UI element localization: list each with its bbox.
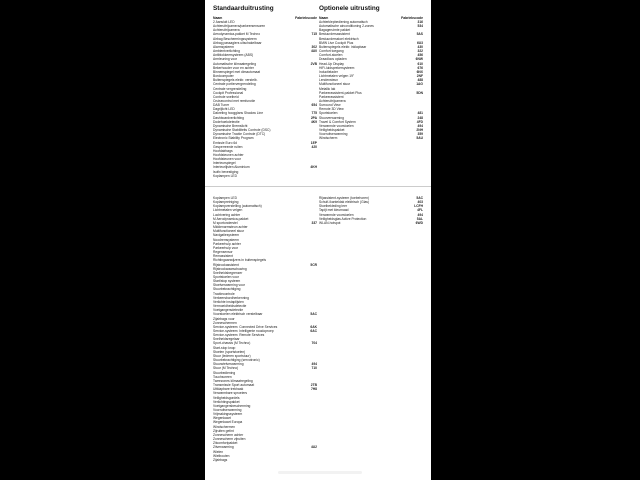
equipment-code: 4K9 xyxy=(310,119,317,124)
equipment-name: Centrale vergrendeling xyxy=(213,86,247,91)
equipment-code: 775 xyxy=(311,111,317,116)
equipment-name: Armleuning voor xyxy=(213,57,238,62)
equipment-code: 403 xyxy=(417,200,423,205)
equipment-code: 494 xyxy=(311,362,317,367)
equipment-name: Start-stop knop xyxy=(213,345,236,350)
equipment-name: Electronic Stability Program xyxy=(213,136,254,141)
equipment-name: Dynamische Tractie Controle (DTC) xyxy=(213,132,266,137)
equipment-code: 5AC xyxy=(310,312,317,317)
equipment-name: Start/stop systeem xyxy=(213,279,241,284)
equipment-name: Ambientverlichting xyxy=(213,49,240,54)
equipment-code: 1EP xyxy=(310,140,317,145)
equipment-code: 302 xyxy=(311,44,317,49)
equipment-code: 2TB xyxy=(310,383,317,388)
equipment-code: 534 xyxy=(417,24,423,29)
equipment-name: Achteruitrijcamera xyxy=(213,28,240,33)
equipment-name: Service-systeem: Connected Drive Services xyxy=(213,324,278,329)
equipment-name: Inductielader xyxy=(319,69,338,74)
name-column-header: Naam xyxy=(213,16,223,20)
home-indicator[interactable] xyxy=(278,471,362,474)
standard-equipment-column xyxy=(213,5,317,178)
equipment-name: Zijairbags voor xyxy=(213,316,235,321)
equipment-name: Veiligheidspakket xyxy=(319,128,345,133)
equipment-name: Remassistent xyxy=(213,254,233,259)
equipment-name: DAB Tuner xyxy=(213,103,230,108)
equipment-code: 481 xyxy=(417,111,423,116)
equipment-name: Noodremsysteem xyxy=(213,237,239,242)
equipment-sheet-bottom xyxy=(213,190,423,472)
equipment-name: BMW Live Cockpit Plus xyxy=(319,40,354,45)
equipment-name: Multifunctioneel stuur xyxy=(319,82,351,87)
equipment-name: Comfort toegang xyxy=(319,49,344,54)
equipment-name: Veiligheidsgordels xyxy=(213,395,240,400)
equipment-name: Antiblokkeersysteem (ABS) xyxy=(213,53,254,58)
equipment-name: Voetgangersbescherming xyxy=(213,403,251,408)
equipment-name: Bagageruimte pakket xyxy=(319,28,351,33)
equipment-name: Middenarmsteun achter xyxy=(213,225,248,230)
equipment-code: 610 xyxy=(417,61,423,66)
equipment-name: Sportstoelen xyxy=(319,111,338,116)
equipment-name: Interieurlijsten Aluminium xyxy=(213,165,250,170)
equipment-name: Wielen xyxy=(213,449,224,454)
equipment-name: Stuur (lederen sportstuur) xyxy=(213,353,251,358)
code-column-header: Fabriekscode xyxy=(401,16,423,20)
equipment-name: Rijstrookassistent xyxy=(213,262,239,267)
equipment-name: Tweezones klimaatregeling xyxy=(213,378,253,383)
equipment-name: Controle snelheid xyxy=(213,94,239,99)
equipment-code: 7H8 xyxy=(310,387,317,392)
equipment-name: Koplampen LED xyxy=(213,173,238,178)
equipment-name: Achterklepbediening automatisch xyxy=(319,20,368,24)
equipment-name: M sportonderstel xyxy=(213,220,238,225)
equipment-code: 2PA xyxy=(310,115,317,120)
equipment-code: 494 xyxy=(417,123,423,128)
equipment-name: Buitenspiegels elektr. inklapbaar xyxy=(319,44,367,49)
equipment-name: Bordcomputer xyxy=(213,74,234,79)
document-page xyxy=(205,0,431,480)
equipment-code: 1AG xyxy=(416,82,423,87)
optional-equipment-list-continued xyxy=(319,196,423,225)
equipment-name: Buitenspiegels elektr. verstelb. xyxy=(213,78,258,83)
equipment-code: 4KH xyxy=(310,165,317,170)
equipment-row xyxy=(213,174,317,178)
equipment-name: Verwarmde voorstoelen xyxy=(319,212,354,217)
equipment-name: Snelheidsbegrenzer xyxy=(213,270,243,275)
equipment-name: Verkeersbordherkenning xyxy=(213,295,249,300)
equipment-row xyxy=(319,136,423,140)
standard-equipment-list-continued xyxy=(213,196,317,462)
equipment-name: Hoofdairbags xyxy=(213,148,233,153)
equipment-code: 359 xyxy=(417,132,423,137)
equipment-name: Verwarmbare sproeiers xyxy=(213,391,248,396)
name-column-header: Naam xyxy=(319,16,329,20)
equipment-name: Veiligheidsglas Active Protection xyxy=(319,216,367,221)
equipment-code: 4U2 xyxy=(310,445,317,450)
equipment-name: Voorruitverwarming xyxy=(213,407,242,412)
equipment-name: Airbag passagiers uitschakelbaar xyxy=(213,40,262,45)
equipment-name: Vermoeidheidsdetectie xyxy=(213,304,247,309)
equipment-name: Koplampreiniging xyxy=(213,200,239,205)
equipment-name: Draadloos opladen xyxy=(319,57,347,62)
equipment-name: Koplampverstelling (automatisch) xyxy=(213,204,262,209)
equipment-name: Navigatiesysteem xyxy=(213,233,240,238)
equipment-name: Remote 3D View xyxy=(319,107,344,112)
equipment-name: Binnenspiegel met dimautomaat xyxy=(213,69,261,74)
equipment-code: 248 xyxy=(417,115,423,120)
equipment-name: Tapijt met kleurnaad xyxy=(319,208,349,213)
equipment-name: Regensensor xyxy=(213,250,233,255)
equipment-name: Bestuurdersstoel elektrisch xyxy=(319,36,359,41)
equipment-name: Tractiecontrole xyxy=(213,291,235,296)
equipment-code: 710 xyxy=(311,366,317,371)
equipment-code: 2NH xyxy=(416,128,423,133)
standard-equipment-column-continued xyxy=(213,196,317,462)
equipment-code: 4FD xyxy=(416,119,423,124)
equipment-name: Achteruitrijcamera/parkeersensoren xyxy=(213,24,266,29)
equipment-code: 420 xyxy=(311,144,317,149)
equipment-name: Zijairbags xyxy=(213,457,228,462)
equipment-name: Service-systeem: Intelligente noodoproep xyxy=(213,329,274,333)
equipment-code: 6AC xyxy=(310,329,317,333)
equipment-row xyxy=(319,221,423,225)
equipment-name: Zitcomfortpakket xyxy=(213,441,238,446)
equipment-code: 6NW xyxy=(415,57,423,62)
equipment-name: Voorruitverwarming xyxy=(319,132,348,137)
equipment-code: 6U3 xyxy=(416,40,423,45)
equipment-name: Bekerhouder voor en achter xyxy=(213,65,254,70)
equipment-name: Sportstoelen voor xyxy=(213,274,239,279)
equipment-code: 6NX xyxy=(416,69,423,74)
equipment-name: Comfort-stoelen xyxy=(319,53,343,58)
equipment-name: Verwarmde voorstoelen xyxy=(319,123,354,128)
equipment-name: M Aerodynamica-pakket xyxy=(213,216,249,221)
equipment-name: Achteruitrijcamera xyxy=(319,98,346,103)
code-column-header: Fabriekscode xyxy=(295,16,317,20)
equipment-code: 4FL xyxy=(417,208,423,213)
optional-equipment-title: Optionele uitrusting xyxy=(319,5,380,12)
equipment-name: Wegenkaart Europa xyxy=(213,420,243,425)
equipment-code: 316 xyxy=(417,20,423,24)
equipment-name: Travel & Comfort System xyxy=(319,119,356,124)
equipment-code: 715 xyxy=(311,32,317,37)
equipment-name: Stuurbediening xyxy=(213,370,236,375)
equipment-name: Uitklapbare trekhaak xyxy=(213,387,244,392)
equipment-name: Cruisecontrol met remfunctie xyxy=(213,98,256,103)
equipment-name: Zonneschermen xyxy=(213,320,237,325)
equipment-name: Stuurverwarming xyxy=(319,115,344,120)
equipment-name: Metallic lak xyxy=(319,86,336,91)
equipment-code: 5DN xyxy=(416,90,423,95)
equipment-name: Sport-chassis (M Techno) xyxy=(213,341,251,346)
standard-equipment-list xyxy=(213,20,317,178)
equipment-name: Gesperreerde ruiten xyxy=(213,144,243,149)
equipment-name: Dakreling hoogglans Shadow Line xyxy=(213,111,264,116)
equipment-name: Rijstrookwaarschuwing xyxy=(213,266,247,271)
equipment-name: Parkeerassistent xyxy=(319,94,344,99)
equipment-name: Stuurbekrachtiging (servotronic) xyxy=(213,358,260,363)
equipment-name: Parkeerhulp voor xyxy=(213,245,239,250)
equipment-name: Dynamische Bremslicht xyxy=(213,123,248,128)
equipment-name: Windscherm xyxy=(319,136,338,141)
equipment-code: LCFH xyxy=(414,204,423,209)
equipment-code: 2NF xyxy=(416,74,423,79)
equipment-name: Aerodynamica-pakket M Techno xyxy=(213,32,261,37)
optional-equipment-list xyxy=(319,20,423,141)
equipment-code: 5CR xyxy=(310,262,317,267)
equipment-name: Zitverwarming xyxy=(213,445,234,450)
equipment-name: Service-systeem: Remote Services xyxy=(213,333,265,338)
equipment-name: Automatische klimaatregeling xyxy=(213,61,257,66)
equipment-name: Interieurspiegel xyxy=(213,161,236,166)
optional-equipment-column xyxy=(319,5,423,178)
equipment-name: Koplampen LED xyxy=(213,196,238,200)
equipment-name: Lendensteun xyxy=(319,78,339,83)
equipment-name: Windschermen xyxy=(213,424,235,429)
equipment-name: Head-Up Display xyxy=(319,61,344,66)
equipment-name: Vrijmakingssysteem xyxy=(213,412,243,417)
equipment-name: Luchtvering achter xyxy=(213,212,241,217)
equipment-name: Parkeerassistent-pakket Plus xyxy=(319,90,362,95)
equipment-name: Isofix bevestiging xyxy=(213,169,239,174)
equipment-name: Stuurwielverwarming xyxy=(213,362,244,367)
equipment-name: Voetgangersdetectie xyxy=(213,308,244,313)
equipment-name: Emissie Euro 6d xyxy=(213,140,238,145)
equipment-name: WLAN-hotspot xyxy=(319,220,341,225)
equipment-name: Dagrijlicht LED xyxy=(213,107,235,112)
equipment-code: 5AS xyxy=(416,32,423,37)
equipment-code: 654 xyxy=(311,103,317,108)
equipment-name: Stoelverwarming voor xyxy=(213,283,245,288)
standard-equipment-title: Standaarduitrusting xyxy=(213,5,274,12)
equipment-code: 456 xyxy=(417,53,423,58)
equipment-name: Verlichte instaplijsten xyxy=(213,299,244,304)
equipment-name: Airbag Beschermingssysteem xyxy=(213,36,257,41)
equipment-name: Stuur (M Techno) xyxy=(213,366,239,371)
equipment-name: Centrale portiervergrendeling xyxy=(213,82,256,87)
equipment-code: 4U0 xyxy=(310,49,317,54)
equipment-name: Dynamische Stabiliteits Controle (DSC) xyxy=(213,128,271,133)
equipment-name: Lichtmetalen velgen xyxy=(213,208,243,213)
equipment-code: 494 xyxy=(417,212,423,217)
equipment-code: 676 xyxy=(417,65,423,70)
equipment-name: Zijruiten getint xyxy=(213,428,234,433)
equipment-row xyxy=(213,458,317,462)
equipment-name: Parkeerhulp achter xyxy=(213,241,241,246)
equipment-name: Richtingaanwijzers in buitenspiegels xyxy=(213,258,266,263)
equipment-name: Dashboardverlichting xyxy=(213,115,244,120)
equipment-code: 322 xyxy=(417,49,423,54)
equipment-name: Zonnescherm zijruiten xyxy=(213,437,246,442)
equipment-name: Lichtmetalen velgen 19" xyxy=(319,74,355,79)
equipment-name: Rijassistent-systeem (toebehoren) xyxy=(319,196,370,200)
equipment-name: Automatische airconditioning 2-zones xyxy=(319,24,374,29)
equipment-name: Stoelen (sportstoelen) xyxy=(213,349,246,354)
equipment-name: Schuif-/kanteldak elektrisch (Glas) xyxy=(319,200,370,205)
equipment-code: 5AU xyxy=(416,136,423,141)
equipment-code: 5AL xyxy=(416,216,423,221)
equipment-code: 2VB xyxy=(310,61,317,66)
equipment-code: 5AC xyxy=(416,196,423,200)
equipment-code: 488 xyxy=(417,78,423,83)
optional-equipment-column-continued xyxy=(319,196,423,462)
equipment-name: Cockpit Professional xyxy=(213,90,244,95)
equipment-name: Hoofdsteunen achter xyxy=(213,153,244,157)
equipment-code: 704 xyxy=(311,341,317,346)
page-divider xyxy=(205,186,431,187)
equipment-code: 6AK xyxy=(310,324,317,329)
equipment-name: Dodehoekdetectie xyxy=(213,119,240,124)
equipment-name: Voorstoelen elektrisch verstelbaar xyxy=(213,312,263,317)
equipment-name: Snelheidsregelaar xyxy=(213,337,240,342)
equipment-name: Transmissie Sport automaat xyxy=(213,383,255,388)
equipment-name: HiFi-luidsprekersysteem xyxy=(319,65,355,70)
equipment-name: Bestuurdersassistent xyxy=(319,32,350,37)
equipment-name: Surround View xyxy=(319,103,341,108)
equipment-name: Zonnescherm achter xyxy=(213,432,244,437)
equipment-code: 6WD xyxy=(415,220,423,225)
equipment-name: Multifunctioneel stuur xyxy=(213,229,245,234)
equipment-code: 337 xyxy=(311,220,317,225)
equipment-name: Hoofdsteunen voor xyxy=(213,157,241,162)
equipment-name: Verlichtingspakket xyxy=(213,399,240,404)
equipment-name: Stuurbekrachtiging xyxy=(213,287,241,292)
equipment-name: Touchscreen xyxy=(213,374,232,379)
equipment-name: Wegenkaart xyxy=(213,416,231,421)
equipment-name: 2 Aansluit LED xyxy=(213,20,235,24)
equipment-name: Stoelbekleding leer xyxy=(319,204,348,209)
equipment-name: Alarmsysteem xyxy=(213,44,234,49)
equipment-name: Wielbouten xyxy=(213,453,230,458)
equipment-code: 430 xyxy=(417,44,423,49)
